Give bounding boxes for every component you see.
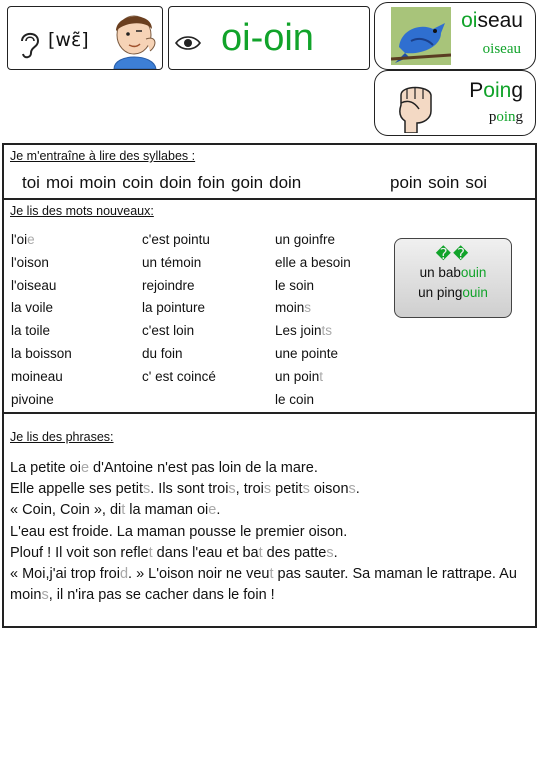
word-part: moineau <box>11 368 63 384</box>
sentence <box>10 479 530 500</box>
word-part: ts <box>321 323 333 339</box>
word-item <box>275 346 351 369</box>
title-box <box>168 6 370 70</box>
syllables-left <box>22 173 307 193</box>
words-section <box>2 200 537 414</box>
text-run: pas sauter. Sa maman le rattrape. Au moin <box>10 566 517 604</box>
word-poing: Poing <box>469 79 523 102</box>
text-run: s <box>326 544 334 561</box>
text-run: t <box>121 502 126 519</box>
text-run: . <box>355 481 360 498</box>
word-part: e <box>27 232 35 247</box>
text-run: t <box>269 566 274 583</box>
word-part: un goinfre <box>275 232 336 247</box>
sentence <box>10 500 530 521</box>
word-item <box>142 346 216 369</box>
word-item <box>11 323 72 346</box>
word-part: moin <box>275 300 305 316</box>
syllable: moin <box>79 173 117 192</box>
syllable: soi <box>465 173 488 192</box>
word-column-1 <box>11 232 72 414</box>
word-column-3 <box>275 232 351 414</box>
syllables-title: Je m'entraîne à lire des syllabes : <box>10 149 196 163</box>
syllable: foin <box>197 173 225 192</box>
eye-icon <box>175 35 201 56</box>
word-item <box>11 255 72 278</box>
word-part: l'oison <box>11 254 49 270</box>
word-oiseau: oiseau <box>461 9 523 32</box>
text-run: s <box>143 481 151 498</box>
text-run: e <box>80 460 90 476</box>
phoneme-label: [wɛ̃] <box>48 29 89 51</box>
sound-box <box>7 6 163 70</box>
text-run: t <box>148 544 153 561</box>
syllables-right <box>390 173 493 193</box>
word-item <box>275 300 351 323</box>
text-run: , troi <box>235 481 264 498</box>
text-run: . » L'oison noir ne veu <box>128 566 270 583</box>
word-part: ouin <box>462 285 488 300</box>
word-item <box>275 392 351 415</box>
text-run: oison <box>309 481 349 498</box>
card-words <box>395 263 511 303</box>
word-part: rejoindre <box>142 277 195 293</box>
word-part: c' est coincé <box>142 368 216 384</box>
word-column-2 <box>142 232 216 392</box>
card-word <box>395 263 511 283</box>
word-part: Les join <box>275 323 322 339</box>
word-item <box>142 278 216 301</box>
card-icons: �� <box>435 245 471 263</box>
word-oiseau-script: oiseau <box>482 41 521 57</box>
syllable: coin <box>122 173 154 192</box>
word-part: du foin <box>142 345 183 361</box>
word-part: ouin <box>460 265 487 280</box>
text-run: des patte <box>262 544 327 561</box>
text-run: dans l'eau et ba <box>152 544 259 561</box>
phrases-text <box>10 458 530 606</box>
word-part: la boisson <box>11 345 72 361</box>
word-item <box>275 278 351 301</box>
word-part: le soin <box>275 277 315 293</box>
text-run: s <box>263 481 272 498</box>
text-run: . Ils sont troi <box>150 481 229 498</box>
poing-card <box>374 70 536 136</box>
word-item <box>11 346 72 369</box>
text-run: e <box>208 502 217 519</box>
word-item <box>142 300 216 323</box>
text-run: s <box>41 587 49 604</box>
text-run: s <box>348 481 356 498</box>
word-part: une pointe <box>275 345 339 361</box>
syllable: goin <box>230 173 264 192</box>
syllable: poin <box>390 173 423 192</box>
word-part: l'oiseau <box>11 277 57 293</box>
syllable: doin <box>269 173 302 192</box>
word-item <box>11 369 72 392</box>
word-part: un bab <box>419 265 461 280</box>
word-item <box>11 278 72 301</box>
page-title: oi-oin <box>221 17 314 59</box>
syllable: doin <box>159 173 192 192</box>
text-run: s <box>228 481 236 498</box>
word-poing-script: poing <box>488 109 523 125</box>
word-part: pivoine <box>11 391 54 407</box>
word-item <box>275 255 351 278</box>
word-item <box>142 369 216 392</box>
word-part: un poin <box>275 368 320 384</box>
fist-icon <box>393 75 437 138</box>
words-title: Je lis des mots nouveaux: <box>10 204 154 218</box>
card-word <box>395 283 511 303</box>
text-run: Plouf ! Il voit son refle <box>10 544 149 561</box>
text-run: petit <box>271 481 303 498</box>
sentence <box>10 522 530 543</box>
text-run: s <box>302 481 310 498</box>
word-part: la voile <box>11 300 54 316</box>
text-run: , il n'ira pas se cacher dans le foin ! <box>48 587 275 604</box>
word-item <box>142 255 216 278</box>
word-item <box>275 323 351 346</box>
word-item <box>275 232 351 255</box>
text-run: « Coin, Coin », di <box>10 502 122 519</box>
sentence <box>10 564 530 606</box>
word-part: c'est pointu <box>142 232 210 247</box>
example-card <box>394 238 512 318</box>
word-part: l'oi <box>11 232 28 247</box>
word-part: s <box>304 300 312 316</box>
child-listening-icon <box>106 9 162 74</box>
word-item <box>275 369 351 392</box>
syllable: toi <box>22 173 40 192</box>
text-run: Elle appelle ses petit <box>10 481 143 498</box>
word-item <box>142 323 216 346</box>
word-part: un témoin <box>142 254 202 270</box>
word-part: la toile <box>11 323 51 339</box>
syllable: moi <box>45 173 74 192</box>
word-part: c'est loin <box>142 323 195 339</box>
word-item <box>11 300 72 323</box>
text-run: d'Antoine n'est pas loin de la mare. <box>89 460 318 476</box>
text-run: la maman oi <box>125 502 209 519</box>
word-part: la pointure <box>142 300 206 316</box>
text-run: « Moi,j'ai trop froi <box>10 566 120 583</box>
blue-bird-icon <box>391 7 451 70</box>
word-part: t <box>319 368 324 384</box>
text-run: . <box>216 502 221 519</box>
text-run: L'eau est froide. La maman pousse le premier oison. <box>10 523 348 540</box>
word-part: un ping <box>418 285 463 300</box>
word-item <box>11 392 72 415</box>
text-run: t <box>258 544 263 561</box>
phrases-section <box>2 414 537 628</box>
word-part: elle a besoin <box>275 254 351 270</box>
text-run: d <box>119 566 129 583</box>
word-item <box>11 232 72 255</box>
text-run: La petite oi <box>10 460 81 476</box>
text-run: . <box>333 544 338 561</box>
sentence <box>10 458 530 479</box>
word-item <box>142 232 216 255</box>
word-part: le coin <box>275 391 315 407</box>
phrases-title: Je lis des phrases: <box>10 430 114 444</box>
syllables-section <box>2 143 537 200</box>
oiseau-card <box>374 2 536 70</box>
syllable: soin <box>428 173 460 192</box>
sentence <box>10 543 530 564</box>
ear-icon <box>14 27 44 66</box>
